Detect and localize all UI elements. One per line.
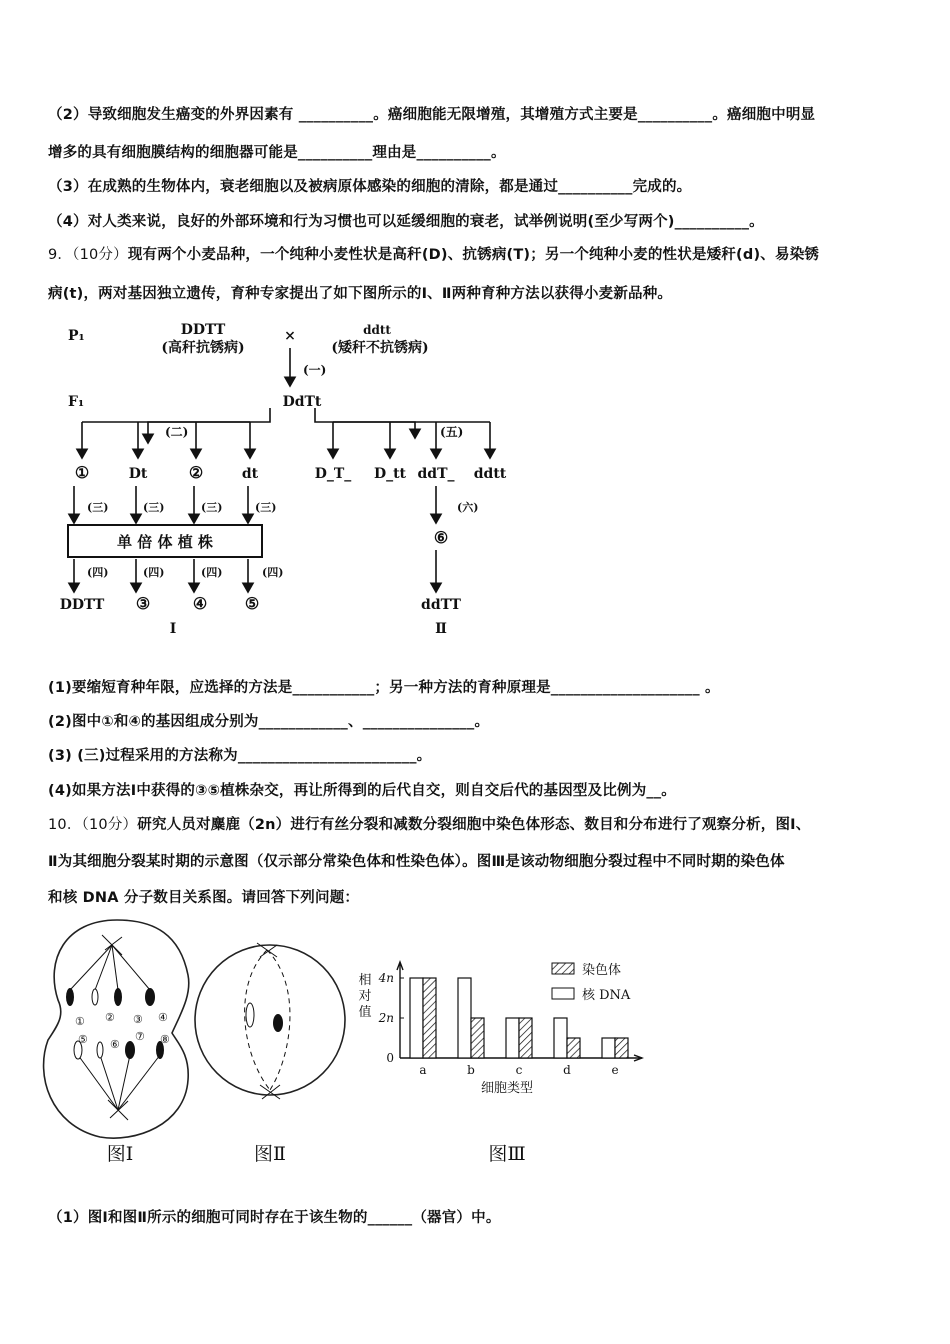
f2-type-2: D_tt [373,466,407,482]
bar-chromosome-a [423,978,436,1058]
q9-sub1: (1)要缩短育种年限，应选择的方法是___________；另一种方法的育种原理是____________________ 。 [48,680,720,696]
step-5: (五) [440,425,464,439]
q8-part3: （3）在成熟的生物体内，衰老细胞以及被病原体感染的细胞的清除，都是通过__________完成的。 [48,179,692,195]
result-ddtt: DDTT [60,597,105,613]
gamete-1: ① [74,463,90,482]
fig1-num-1: ① [75,1015,85,1028]
chart-xtick-b: b [467,1063,475,1077]
bar-dna-b [458,978,471,1058]
step-4c: (四) [201,566,223,579]
bar-chromosome-c [519,1018,532,1058]
bar-chromosome-d [567,1038,580,1058]
chart-ytick-label: 2n [378,1011,394,1025]
gamete-4: dt [241,466,259,482]
step-3c: (三) [201,501,223,514]
q10-stem-line1 [48,813,810,834]
step-4b: (四) [143,566,165,579]
gamete-2: Dt [128,466,148,482]
chart-xtick-d: d [563,1063,571,1077]
legend-chromosome-swatch [552,963,574,974]
fig1-num-5: ⑤ [78,1033,88,1046]
q10-stem-line2: Ⅱ为其细胞分裂某时期的示意图（仅示部分常染色体和性染色体）。图Ⅲ是该动物细胞分裂过程中不同时期的染色体 [48,854,785,870]
figure-1-cell [40,915,195,1170]
q10-sub1: （1）图Ⅰ和图Ⅱ所示的细胞可同时存在于该生物的______（器官）中。 [48,1210,501,1226]
q9-number: 9．（10分） [48,247,128,263]
parent2-genotype: ddtt [363,323,391,337]
q8-part2-line1: （2）导致细胞发生癌变的外界因素有 __________。癌细胞能无限增殖，其增殖方式主要是__________。癌细胞中明显 [48,107,816,123]
f2-type-1: D_T_ [314,466,352,482]
fig1-label: 图Ⅰ [106,1143,134,1165]
q8-part2-line2: 增多的具有细胞膜结构的细胞器可能是__________理由是__________。 [48,145,506,161]
q10-number: 10．（10分） [48,817,138,833]
figure-2-cell [192,915,352,1170]
f1-genotype: DdTt [282,394,322,410]
q8-part4: （4）对人类来说，良好的外部环境和行为习惯也可以延缓细胞的衰老，试举例说明(至少写两个)__________。 [48,214,764,230]
step-3b: (三) [143,501,165,514]
bar-dna-e [602,1038,615,1058]
gamete-3: ② [188,463,204,482]
chart-ylabel-1: 相 [358,973,372,988]
fig1-num-7: ⑦ [135,1030,145,1043]
result-5: ⑤ [244,594,260,613]
label-f1: F₁ [68,394,85,410]
method-label-2: Ⅱ [435,621,447,637]
step-2: (二) [165,425,189,439]
bar-chromosome-b [471,1018,484,1058]
chart-xtick-a: a [419,1063,427,1077]
figure-3-chart [352,950,662,1170]
step-6: (六) [457,501,479,514]
fig1-num-3: ③ [133,1013,143,1026]
result-3: ③ [135,594,151,613]
chart-xtick-e: e [611,1063,619,1077]
result-4: ④ [192,594,208,613]
fig3-label: 图Ⅲ [488,1143,526,1165]
breeding-diagram [60,318,530,648]
q9-stem-line2: 病(t)，两对基因独立遗传，育种专家提出了如下图所示的Ⅰ、Ⅱ两种育种方法以获得小麦新品种。 [48,286,673,302]
fig1-num-4: ④ [158,1011,168,1024]
chart-ylabel-3: 值 [358,1005,372,1020]
bar-dna-d [554,1018,567,1058]
step-3d: (三) [255,501,277,514]
fig1-num-2: ② [105,1011,115,1024]
parent2-trait: (矮秆不抗锈病) [331,340,429,356]
parent1-trait: (高秆抗锈病) [161,340,245,356]
fig2-label: 图Ⅱ [254,1143,286,1165]
legend-dna-swatch [552,988,574,999]
fig1-num-8: ⑧ [160,1033,170,1046]
legend-chromosome: 染色体 [582,963,622,978]
step-3a: (三) [87,501,109,514]
step-4d: (四) [262,566,284,579]
q10-stem-line3: 和核 DNA 分子数目关系图。请回答下列问题： [48,890,360,906]
bar-dna-a [410,978,423,1058]
q9-sub4: (4)如果方法Ⅰ中获得的③⑤植株杂交，再让所得到的后代自交，则自交后代的基因型及比例为__。 [48,783,676,799]
chart-xlabel: 细胞类型 [480,1081,534,1096]
chart-ytick-label: 4n [378,971,394,985]
step-1: (一) [303,363,327,377]
chart-ytick-label: 0 [386,1051,394,1065]
f2-type-4: ddtt [473,466,507,482]
cross-symbol: × [284,328,296,344]
q9-sub2: (2)图中①和④的基因组成分别为____________、_______________。 [48,714,490,730]
fig1-num-6: ⑥ [110,1038,120,1051]
chart-ylabel-2: 对 [358,989,372,1004]
label-p1: P₁ [68,328,85,344]
node-6: ⑥ [433,528,449,547]
parent1-genotype: DDTT [180,322,226,338]
step-4a: (四) [87,566,109,579]
chart-xtick-c: c [515,1063,523,1077]
q9-sub3: (3) (三)过程采用的方法称为________________________。 [48,748,432,764]
f2-type-3: ddT_ [417,466,455,482]
method2-result: ddTT [421,597,461,613]
method-label-1: Ⅰ [169,621,177,637]
q9-stem-text1: 现有两个小麦品种，一个纯种小麦性状是高秆(D)、抗锈病(T)；另一个纯种小麦的性状是矮秆(d)、易染锈 [127,247,820,263]
q10-stem-text1: 研究人员对麋鹿（2n）进行有丝分裂和减数分裂细胞中染色体形态、数目和分布进行了观察分析，图Ⅰ、 [137,817,811,833]
haploid-box-label: 单 倍 体 植 株 [117,533,213,551]
bar-dna-c [506,1018,519,1058]
bar-chromosome-e [615,1038,628,1058]
legend-dna: 核 DNA [582,988,631,1003]
q9-stem-line1 [48,243,819,264]
